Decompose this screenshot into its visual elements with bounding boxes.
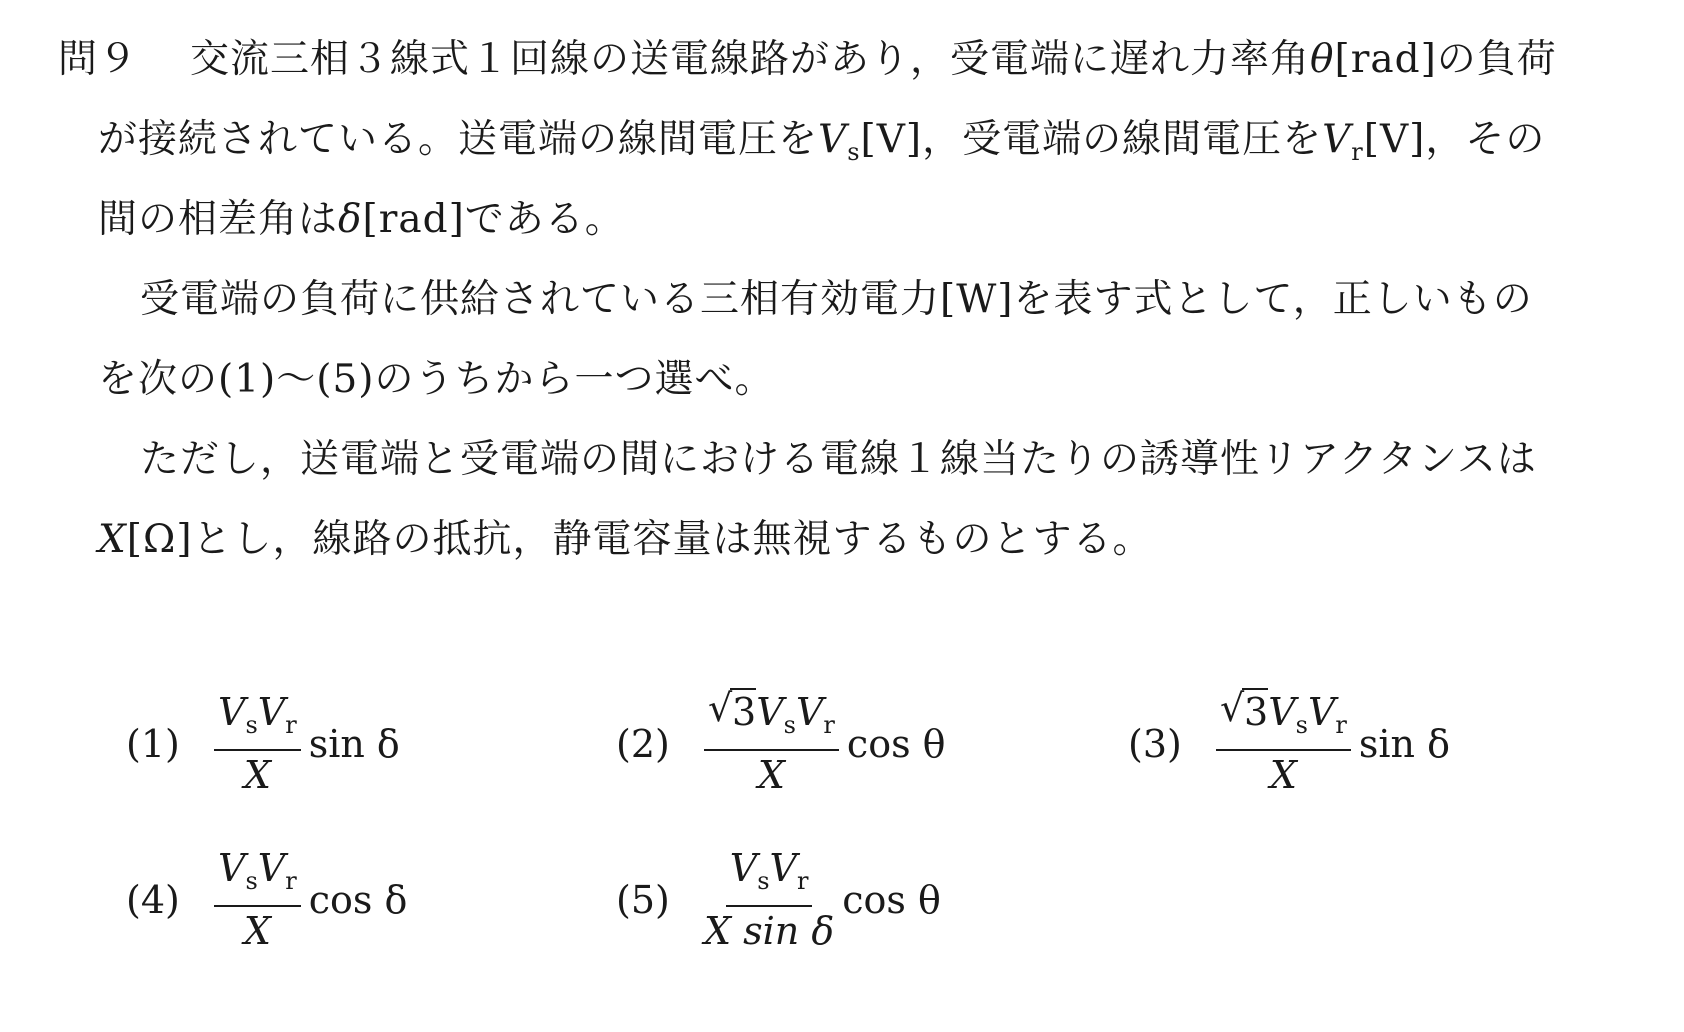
text-fragment: 受電端の負荷に供給されている三相有効電力[W]を表す式として，正しいもの (140, 277, 1533, 322)
question-line-4 (140, 270, 1533, 330)
radical-sign: √ (1220, 686, 1245, 730)
question-line-1 (58, 30, 1557, 90)
choice-label: (5) (616, 877, 670, 922)
subscript-s: s (1295, 711, 1308, 739)
v-symbol: V (729, 846, 758, 890)
fraction-numerator (726, 846, 813, 907)
sqrt-three (708, 686, 757, 734)
fraction-denominator: X (757, 753, 785, 797)
radical-sign: √ (708, 686, 733, 730)
theta-symbol: θ (1310, 37, 1335, 82)
v-symbol: V (257, 846, 286, 890)
text-fragment: [Ω]とし，線路の抵抗，静電容量は無視するものとする。 (126, 517, 1153, 562)
subscript-s: s (757, 867, 770, 895)
fraction-numerator (704, 686, 839, 751)
v-symbol: V (257, 690, 286, 734)
choice-5 (616, 846, 941, 953)
text-fragment: 間の相差角は (98, 197, 339, 242)
fraction-numerator (214, 690, 301, 751)
text-fragment: [rad]の負荷 (1334, 37, 1557, 82)
text-fragment: を次の(1)～(5)のうちから一つ選べ。 (98, 357, 775, 402)
vs-subscript: s (847, 138, 861, 166)
v-symbol: V (1268, 690, 1296, 734)
fraction-denominator: X (243, 753, 271, 797)
v-symbol: V (756, 690, 784, 734)
text-fragment: 交流三相３線式１回線の送電線路があり，受電端に遅れ力率角 (190, 37, 1311, 82)
subscript-s: s (245, 711, 258, 739)
text-fragment: ただし，送電端と受電端の間における電線１線当たりの誘導性リアクタンスは (140, 437, 1537, 482)
fraction (214, 846, 301, 953)
subscript-r: r (796, 867, 809, 895)
trig-term: cos θ (846, 721, 946, 766)
choice-4 (126, 846, 407, 953)
vs-symbol: V (818, 117, 848, 162)
fraction (214, 690, 301, 797)
sqrt-three (1220, 686, 1269, 734)
fraction-denominator: X (1269, 753, 1297, 797)
choice-label: (4) (126, 877, 180, 922)
subscript-s: s (245, 867, 258, 895)
v-symbol: V (1307, 690, 1336, 734)
vr-symbol: V (1322, 117, 1352, 162)
v-symbol: V (769, 846, 797, 890)
question-line-7 (98, 510, 1153, 570)
choice-label: (1) (126, 721, 180, 766)
radicand: 3 (732, 690, 757, 734)
subscript-r: r (285, 711, 297, 739)
question-line-2 (98, 110, 1545, 170)
fraction-numerator (214, 846, 301, 907)
trig-term: sin δ (308, 721, 400, 766)
question-line-5 (98, 350, 775, 410)
trig-term: cos θ (842, 877, 941, 922)
text-fragment: [V]，受電端の線間電圧を (860, 117, 1323, 162)
trig-term: cos δ (308, 877, 408, 922)
question-line-3 (98, 190, 625, 250)
x-symbol: X (98, 517, 127, 562)
choice-2 (616, 686, 946, 797)
vr-subscript: r (1351, 138, 1364, 166)
question-number: 問９ (58, 37, 139, 82)
trig-term: sin δ (1358, 721, 1450, 766)
v-symbol: V (218, 846, 246, 890)
fraction-denominator: X (243, 909, 271, 953)
subscript-r: r (285, 867, 297, 895)
fraction (704, 846, 834, 953)
subscript-r: r (1335, 711, 1347, 739)
delta-symbol: δ (338, 197, 363, 242)
v-symbol: V (795, 690, 824, 734)
radicand: 3 (1244, 690, 1269, 734)
fraction-numerator (1216, 686, 1351, 751)
v-symbol: V (218, 690, 246, 734)
choice-label: (3) (1128, 721, 1182, 766)
subscript-s: s (783, 711, 796, 739)
question-line-6 (140, 430, 1537, 490)
text-fragment: [V]，その (1363, 117, 1546, 162)
fraction (704, 686, 839, 797)
fraction-denominator: X sin δ (704, 909, 835, 953)
text-fragment: [rad]である。 (362, 197, 625, 242)
fraction (1216, 686, 1351, 797)
subscript-r: r (823, 711, 835, 739)
choice-3 (1128, 686, 1450, 797)
choice-label: (2) (616, 721, 670, 766)
text-fragment: が接続されている。送電端の線間電圧を (98, 117, 819, 162)
choice-1 (126, 690, 400, 797)
